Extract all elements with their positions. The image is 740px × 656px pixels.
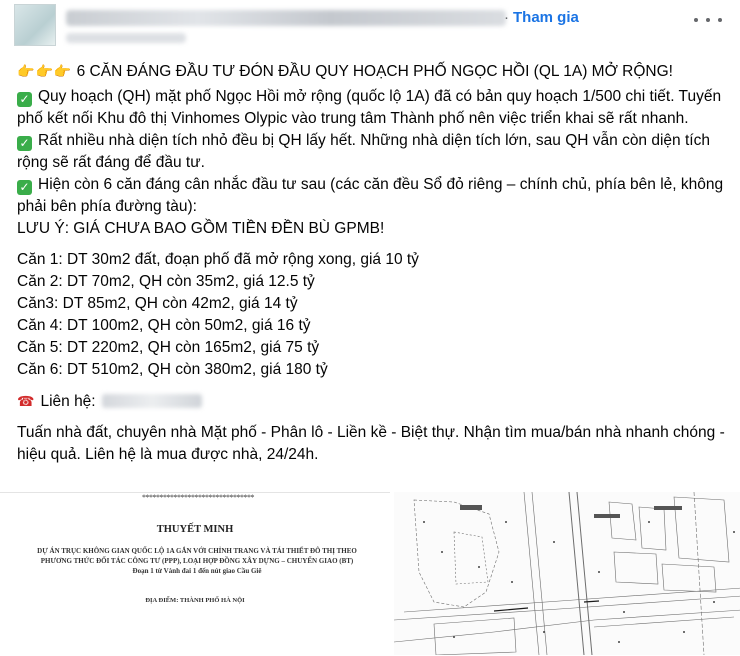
paragraph-3-text: Hiện còn 6 căn đáng cân nhắc đầu tư sau (các căn đều Sổ đỏ riêng – chính chủ, phía bên lẻ, không phải bên phía đường tàu): xyxy=(17,176,724,215)
document-title: THUYẾT MINH xyxy=(156,524,234,535)
paragraph-1-text: Quy hoạch (QH) mặt phố Ngọc Hồi mở rộng (quốc lộ 1A) đã có bản quy hoạch 1/500 chi tiết. Tuyến phố kết nối Khu đô thị Vinhomes Olypic vào trung tâm Thành phố nên việc triển khai sẽ rất nhanh. xyxy=(17,88,722,127)
backhand-index-pointing-right-icon: 👉 xyxy=(17,63,35,79)
check-mark-button-icon: ✓ xyxy=(17,180,32,195)
document-cover-image[interactable] xyxy=(0,492,390,656)
document-description: DỰ ÁN TRỤC KHÔNG GIAN QUỐC LỘ 1A GẮN VỚI CHỈNH TRANG VÀ TÁI THIẾT ĐÔ THỊ THEO PHƯƠNG THỨC ĐỐI TÁC CÔNG TƯ (PPP), LOẠI HỢP ĐỒNG XÂY DỰNG – CHUYỂN GIAO (BT) Đoạn 1 từ Vành đai 1 đến nút giao Cầu Giẽ xyxy=(37,547,357,575)
separator-dot: · xyxy=(504,9,509,26)
document-star-border: ******************************** xyxy=(142,493,254,502)
unit-line: Căn 6: DT 510m2, QH còn 380m2, giá 180 tỷ xyxy=(17,361,328,378)
post-images[interactable] xyxy=(0,492,740,655)
unit-line: Căn 5: DT 220m2, QH còn 165m2, giá 75 tỷ xyxy=(17,339,320,356)
document-location: ĐỊA ĐIỂM: THÀNH PHỐ HÀ NỘI xyxy=(145,597,245,604)
planning-map-image[interactable] xyxy=(392,492,740,655)
unit-line: Căn 2: DT 70m2, QH còn 35m2, giá 12.5 tỷ xyxy=(17,273,315,290)
backhand-index-pointing-right-icon: 👉 xyxy=(53,63,72,79)
check-mark-button-icon: ✓ xyxy=(17,136,32,151)
contact-line xyxy=(17,390,727,413)
post-note: LƯU Ý: GIÁ CHƯA BAO GỒM TIỀN ĐỀN BÙ GPMB! xyxy=(17,220,385,237)
unit-line: Căn 4: DT 100m2, QH còn 50m2, giá 16 tỷ xyxy=(17,317,311,334)
join-group-link[interactable] xyxy=(504,9,579,26)
unit-line: Căn 1: DT 30m2 đất, đoạn phố đã mở rộng xong, giá 10 tỷ xyxy=(17,251,419,268)
post-header xyxy=(0,0,740,50)
join-label[interactable]: Tham gia xyxy=(513,9,579,26)
contact-label: Liên hệ: xyxy=(40,393,96,410)
post-title: 6 CĂN ĐÁNG ĐẦU TƯ ĐÓN ĐẦU QUY HOẠCH PHỐ NGỌC HỒI (QL 1A) MỞ RỘNG! xyxy=(76,63,673,80)
post-paragraph-1 xyxy=(17,86,727,130)
post-footer-text: Tuấn nhà đất, chuyên nhà Mặt phố - Phân lô - Liền kề - Biệt thự. Nhận tìm mua/bán nhà nhanh chóng - hiệu quả. Liên hệ là mua được nhà, 24/24h. xyxy=(17,424,725,463)
group-avatar[interactable] xyxy=(14,4,56,46)
post-paragraph-3 xyxy=(17,174,727,218)
unit-line: Căn3: DT 85m2, QH còn 42m2, giá 14 tỷ xyxy=(17,295,298,312)
post-body xyxy=(17,60,727,466)
check-mark-button-icon: ✓ xyxy=(17,92,32,107)
post-paragraph-2 xyxy=(17,130,727,174)
backhand-index-pointing-right-icon: 👉 xyxy=(35,63,53,79)
planning-map-drawing xyxy=(394,492,740,655)
blurred-group-name[interactable] xyxy=(66,10,506,26)
blurred-phone-number xyxy=(102,394,202,408)
document-sheet xyxy=(14,493,376,656)
more-options-icon[interactable] xyxy=(694,14,722,26)
telephone-icon: ☎ xyxy=(17,393,35,409)
paragraph-2-text: Rất nhiều nhà diện tích nhỏ đều bị QH lấy hết. Những nhà diện tích lớn, sau QH vẫn còn diện tích rộng sẽ rất đáng để đầu tư. xyxy=(17,132,710,171)
post-title-line xyxy=(17,60,727,83)
blurred-post-meta xyxy=(66,33,186,43)
